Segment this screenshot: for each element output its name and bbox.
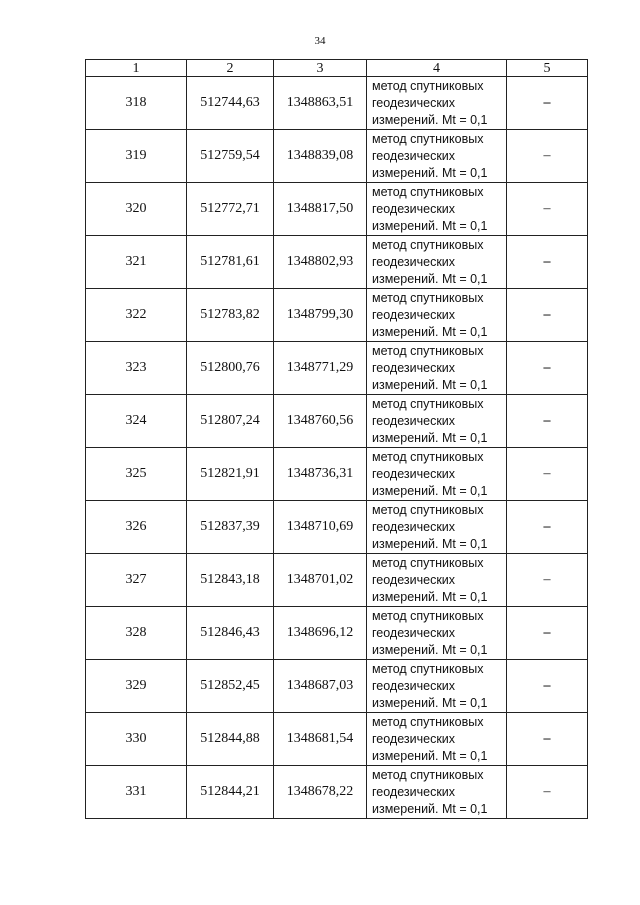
method-text-line: измерений. Mt = 0,1 bbox=[372, 218, 488, 233]
method-cell bbox=[367, 289, 507, 342]
method-text-line: метод спутниковых bbox=[372, 661, 484, 676]
column-header: 5 bbox=[507, 60, 588, 77]
method-text-line: метод спутниковых bbox=[372, 502, 484, 517]
point-number-cell: 322 bbox=[86, 289, 187, 342]
x-coordinate-cell: 512837,39 bbox=[187, 501, 274, 554]
method-cell bbox=[367, 766, 507, 819]
method-text-line: метод спутниковых bbox=[372, 237, 484, 252]
method-cell bbox=[367, 607, 507, 660]
table-row bbox=[86, 607, 588, 660]
point-number-cell: 328 bbox=[86, 607, 187, 660]
description-cell bbox=[507, 183, 588, 236]
description-cell bbox=[507, 342, 588, 395]
x-coordinate-cell: 512844,88 bbox=[187, 713, 274, 766]
table-row bbox=[86, 342, 588, 395]
method-text-line: измерений. Mt = 0,1 bbox=[372, 430, 488, 445]
method-text-line: метод спутниковых bbox=[372, 78, 484, 93]
y-coordinate-cell: 1348771,29 bbox=[274, 342, 367, 395]
y-coordinate-cell: 1348799,30 bbox=[274, 289, 367, 342]
method-text-line: геодезических bbox=[372, 572, 456, 587]
description-cell bbox=[507, 289, 588, 342]
dash-mark: – bbox=[543, 360, 551, 375]
method-text-line: метод спутниковых bbox=[372, 396, 484, 411]
method-text-line: геодезических bbox=[372, 95, 456, 110]
x-coordinate-cell: 512800,76 bbox=[187, 342, 274, 395]
description-cell bbox=[507, 77, 588, 130]
table-row bbox=[86, 448, 588, 501]
method-text-line: измерений. Mt = 0,1 bbox=[372, 801, 488, 816]
table-header-row bbox=[86, 60, 588, 77]
description-cell bbox=[507, 130, 588, 183]
method-text-line: измерений. Mt = 0,1 bbox=[372, 589, 488, 604]
x-coordinate-cell: 512744,63 bbox=[187, 77, 274, 130]
table-row bbox=[86, 766, 588, 819]
method-text-line: метод спутниковых bbox=[372, 343, 484, 358]
method-text-line: измерений. Mt = 0,1 bbox=[372, 112, 488, 127]
method-text-line: измерений. Mt = 0,1 bbox=[372, 377, 488, 392]
y-coordinate-cell: 1348687,03 bbox=[274, 660, 367, 713]
method-cell bbox=[367, 448, 507, 501]
point-number-cell: 320 bbox=[86, 183, 187, 236]
dash-mark: – bbox=[543, 201, 551, 216]
description-cell bbox=[507, 554, 588, 607]
coordinates-table bbox=[85, 59, 588, 819]
method-text-line: геодезических bbox=[372, 466, 456, 481]
description-cell bbox=[507, 395, 588, 448]
y-coordinate-cell: 1348760,56 bbox=[274, 395, 367, 448]
table-row bbox=[86, 236, 588, 289]
x-coordinate-cell: 512783,82 bbox=[187, 289, 274, 342]
method-cell bbox=[367, 501, 507, 554]
description-cell bbox=[507, 766, 588, 819]
dash-mark: – bbox=[543, 731, 551, 746]
method-text-line: измерений. Mt = 0,1 bbox=[372, 271, 488, 286]
y-coordinate-cell: 1348736,31 bbox=[274, 448, 367, 501]
y-coordinate-cell: 1348839,08 bbox=[274, 130, 367, 183]
method-text-line: измерений. Mt = 0,1 bbox=[372, 165, 488, 180]
description-cell bbox=[507, 713, 588, 766]
method-cell bbox=[367, 554, 507, 607]
table-row bbox=[86, 554, 588, 607]
y-coordinate-cell: 1348710,69 bbox=[274, 501, 367, 554]
method-cell bbox=[367, 130, 507, 183]
dash-mark: – bbox=[543, 625, 551, 640]
method-text-line: метод спутниковых bbox=[372, 449, 484, 464]
method-text-line: измерений. Mt = 0,1 bbox=[372, 483, 488, 498]
method-cell bbox=[367, 183, 507, 236]
table-row bbox=[86, 289, 588, 342]
point-number-cell: 329 bbox=[86, 660, 187, 713]
method-cell bbox=[367, 77, 507, 130]
table-body bbox=[86, 77, 588, 819]
point-number-cell: 319 bbox=[86, 130, 187, 183]
method-cell bbox=[367, 236, 507, 289]
method-text-line: геодезических bbox=[372, 254, 456, 269]
x-coordinate-cell: 512807,24 bbox=[187, 395, 274, 448]
description-cell bbox=[507, 448, 588, 501]
method-text-line: измерений. Mt = 0,1 bbox=[372, 536, 488, 551]
method-text-line: метод спутниковых bbox=[372, 608, 484, 623]
method-text-line: измерений. Mt = 0,1 bbox=[372, 324, 488, 339]
method-text-line: метод спутниковых bbox=[372, 290, 484, 305]
point-number-cell: 326 bbox=[86, 501, 187, 554]
page-number: 34 bbox=[314, 35, 326, 47]
x-coordinate-cell: 512846,43 bbox=[187, 607, 274, 660]
x-coordinate-cell: 512821,91 bbox=[187, 448, 274, 501]
method-text-line: геодезических bbox=[372, 148, 456, 163]
method-text-line: измерений. Mt = 0,1 bbox=[372, 695, 488, 710]
method-text-line: геодезических bbox=[372, 201, 456, 216]
point-number-cell: 324 bbox=[86, 395, 187, 448]
point-number-cell: 321 bbox=[86, 236, 187, 289]
y-coordinate-cell: 1348863,51 bbox=[274, 77, 367, 130]
table-row bbox=[86, 130, 588, 183]
point-number-cell: 323 bbox=[86, 342, 187, 395]
y-coordinate-cell: 1348701,02 bbox=[274, 554, 367, 607]
x-coordinate-cell: 512843,18 bbox=[187, 554, 274, 607]
x-coordinate-cell: 512781,61 bbox=[187, 236, 274, 289]
y-coordinate-cell: 1348802,93 bbox=[274, 236, 367, 289]
column-header: 3 bbox=[274, 60, 367, 77]
column-header: 4 bbox=[367, 60, 507, 77]
dash-mark: – bbox=[543, 95, 551, 110]
method-text-line: измерений. Mt = 0,1 bbox=[372, 642, 488, 657]
table-row bbox=[86, 501, 588, 554]
y-coordinate-cell: 1348817,50 bbox=[274, 183, 367, 236]
method-text-line: метод спутниковых bbox=[372, 131, 484, 146]
method-text-line: геодезических bbox=[372, 625, 456, 640]
table-row bbox=[86, 395, 588, 448]
method-text-line: геодезических bbox=[372, 731, 456, 746]
description-cell bbox=[507, 660, 588, 713]
method-text-line: геодезических bbox=[372, 678, 456, 693]
dash-mark: – bbox=[543, 466, 551, 481]
dash-mark: – bbox=[543, 307, 551, 322]
column-header: 1 bbox=[86, 60, 187, 77]
point-number-cell: 330 bbox=[86, 713, 187, 766]
table-row bbox=[86, 183, 588, 236]
point-number-cell: 331 bbox=[86, 766, 187, 819]
method-cell bbox=[367, 395, 507, 448]
x-coordinate-cell: 512844,21 bbox=[187, 766, 274, 819]
y-coordinate-cell: 1348678,22 bbox=[274, 766, 367, 819]
table-row bbox=[86, 660, 588, 713]
point-number-cell: 325 bbox=[86, 448, 187, 501]
dash-mark: – bbox=[543, 784, 551, 799]
description-cell bbox=[507, 501, 588, 554]
method-text-line: геодезических bbox=[372, 784, 456, 799]
method-text-line: метод спутниковых bbox=[372, 555, 484, 570]
method-text-line: геодезических bbox=[372, 519, 456, 534]
point-number-cell: 327 bbox=[86, 554, 187, 607]
dash-mark: – bbox=[543, 254, 551, 269]
dash-mark: – bbox=[543, 572, 551, 587]
point-number-cell: 318 bbox=[86, 77, 187, 130]
method-cell bbox=[367, 660, 507, 713]
y-coordinate-cell: 1348681,54 bbox=[274, 713, 367, 766]
description-cell bbox=[507, 236, 588, 289]
description-cell bbox=[507, 607, 588, 660]
x-coordinate-cell: 512852,45 bbox=[187, 660, 274, 713]
method-cell bbox=[367, 342, 507, 395]
dash-mark: – bbox=[543, 413, 551, 428]
column-header: 2 bbox=[187, 60, 274, 77]
method-text-line: измерений. Mt = 0,1 bbox=[372, 748, 488, 763]
dash-mark: – bbox=[543, 519, 551, 534]
x-coordinate-cell: 512759,54 bbox=[187, 130, 274, 183]
method-text-line: метод спутниковых bbox=[372, 184, 484, 199]
method-text-line: геодезических bbox=[372, 360, 456, 375]
table-row bbox=[86, 713, 588, 766]
y-coordinate-cell: 1348696,12 bbox=[274, 607, 367, 660]
table-row bbox=[86, 77, 588, 130]
method-text-line: геодезических bbox=[372, 413, 456, 428]
method-text-line: метод спутниковых bbox=[372, 714, 484, 729]
method-text-line: геодезических bbox=[372, 307, 456, 322]
dash-mark: – bbox=[543, 678, 551, 693]
dash-mark: – bbox=[543, 148, 551, 163]
method-text-line: метод спутниковых bbox=[372, 767, 484, 782]
method-cell bbox=[367, 713, 507, 766]
x-coordinate-cell: 512772,71 bbox=[187, 183, 274, 236]
